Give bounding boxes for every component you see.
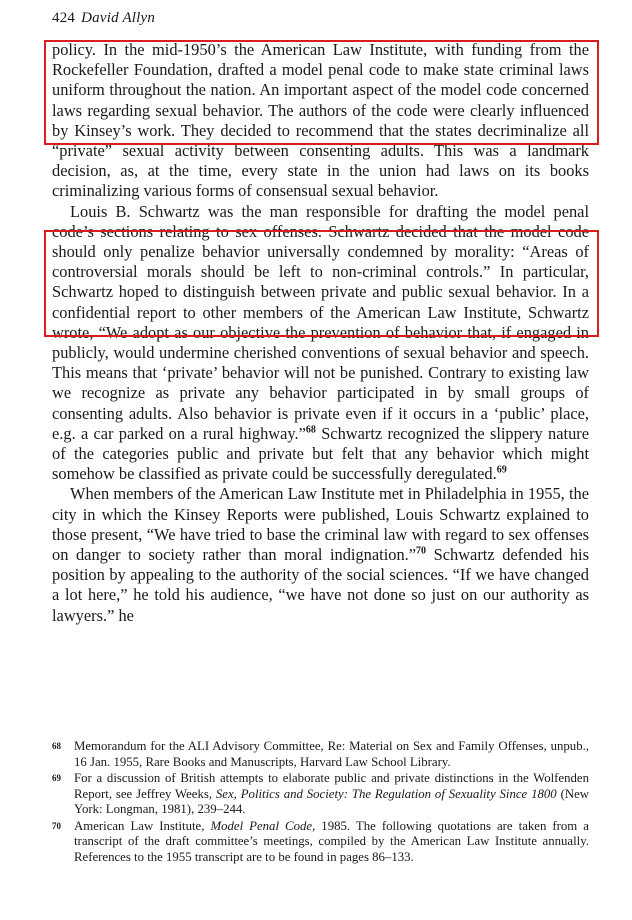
footnote-text-part: , 1985. The following quotations are taken from a transcript of the draft committee’s meetings, compiled by the American Law Institute annually. References to the 1955 transcript are to be found in pages 86–133. [74,818,589,864]
footnote-text: Memorandum for the ALI Advisory Committee, Re: Material on Sex and Family Offenses, unpub., 16 Jan. 1955, Rare Books and Manuscripts, Harvard Law School Library. [74,739,589,769]
book-title: Sex, Politics and Society: The Regulation of Sexuality Since 1800 [215,786,557,801]
paragraph-2-text-cont: Schwartz recognized the slippery nature of the categories public and private but felt that any behavior which might somehow be classified as private could be successfully deregulated. [52,423,589,484]
book-title: Model Penal Code [210,818,313,833]
paragraph-3 [52,484,589,625]
paragraph-2-text: Louis B. Schwartz was the man responsible for drafting the model penal code’s sections relating to sex offenses. Schwartz decided that the model code should only penalize behavior universally condemned by morality: “Areas of controversial morals should be left to non-criminal controls.” In particular, Schwartz hoped to distinguish between private and public sexual behavior. In a confidential report to other members of the American Law Institute, Schwartz wrote, “We adopt as our objective the prevention of behavior that, if engaged in publicly, would undermine cherished conventions of sexual behavior and speech. This means that ‘private’ behavior will not be punished. Contrary to existing law we recognize as private any behavior participated in by small groups of consenting adults. Also behavior is private even if it occurs in a ‘public’ place, e.g. a car parked on a rural highway.” [52,201,589,443]
footnotes [52,739,589,866]
running-header [52,8,155,28]
footnote-69 [52,771,589,818]
footnote-number: 68 [52,741,61,751]
body-text [52,40,589,626]
running-head-author: David Allyn [81,10,156,26]
footnote-number: 69 [52,773,61,783]
footnote-text [74,771,589,818]
paragraph-3-text: When members of the American Law Institute met in Philadelphia in 1955, the city in which the Kinsey Reports were published, Louis Schwartz explained to those present, “We have tried to base the criminal law with regard to sex offenses on danger to society rather than moral indignation.” [52,484,589,565]
footnote-68 [52,739,589,770]
footnote-70 [52,819,589,866]
footnote-text-part: For a discussion of British attempts to elaborate public and private distinctions in the Wolfenden Report, see Jeffrey Weeks, [74,771,589,801]
footnote-text [74,819,589,866]
footnote-number: 70 [52,820,61,831]
paragraph-1: policy. In the mid-1950’s the American Law Institute, with funding from the Rockefeller Foundation, drafted a model penal code to make state criminal laws uniform throughout the nation. An important aspect of the model code concerned laws regarding sexual behavior. The authors of the code were clearly influenced by Kinsey’s work. They decided to recommend that the states decriminalize all “private” sexual activity between consenting adults. This was a landmark decision, as, at the time, every state in the union had laws on its books criminalizing various forms of consensual sexual behavior. [52,40,589,201]
footnote-ref-68[interactable]: 68 [305,424,316,436]
page-number: 424 [52,10,76,26]
paragraph-3-text-cont: Schwartz defended his position by appealing to the authority of the social sciences. “If we have changed a lot here,” he told his audience, “we have not done so just on our authority as lawyers.” he [52,545,589,625]
footnote-text-part: American Law Institute, [74,818,211,833]
footnote-text-part: (New York: Longman, 1981), 239–244. [74,786,590,816]
paragraph-2 [52,202,589,485]
footnote-ref-69[interactable]: 69 [496,464,507,476]
footnote-ref-70[interactable]: 70 [416,545,427,557]
